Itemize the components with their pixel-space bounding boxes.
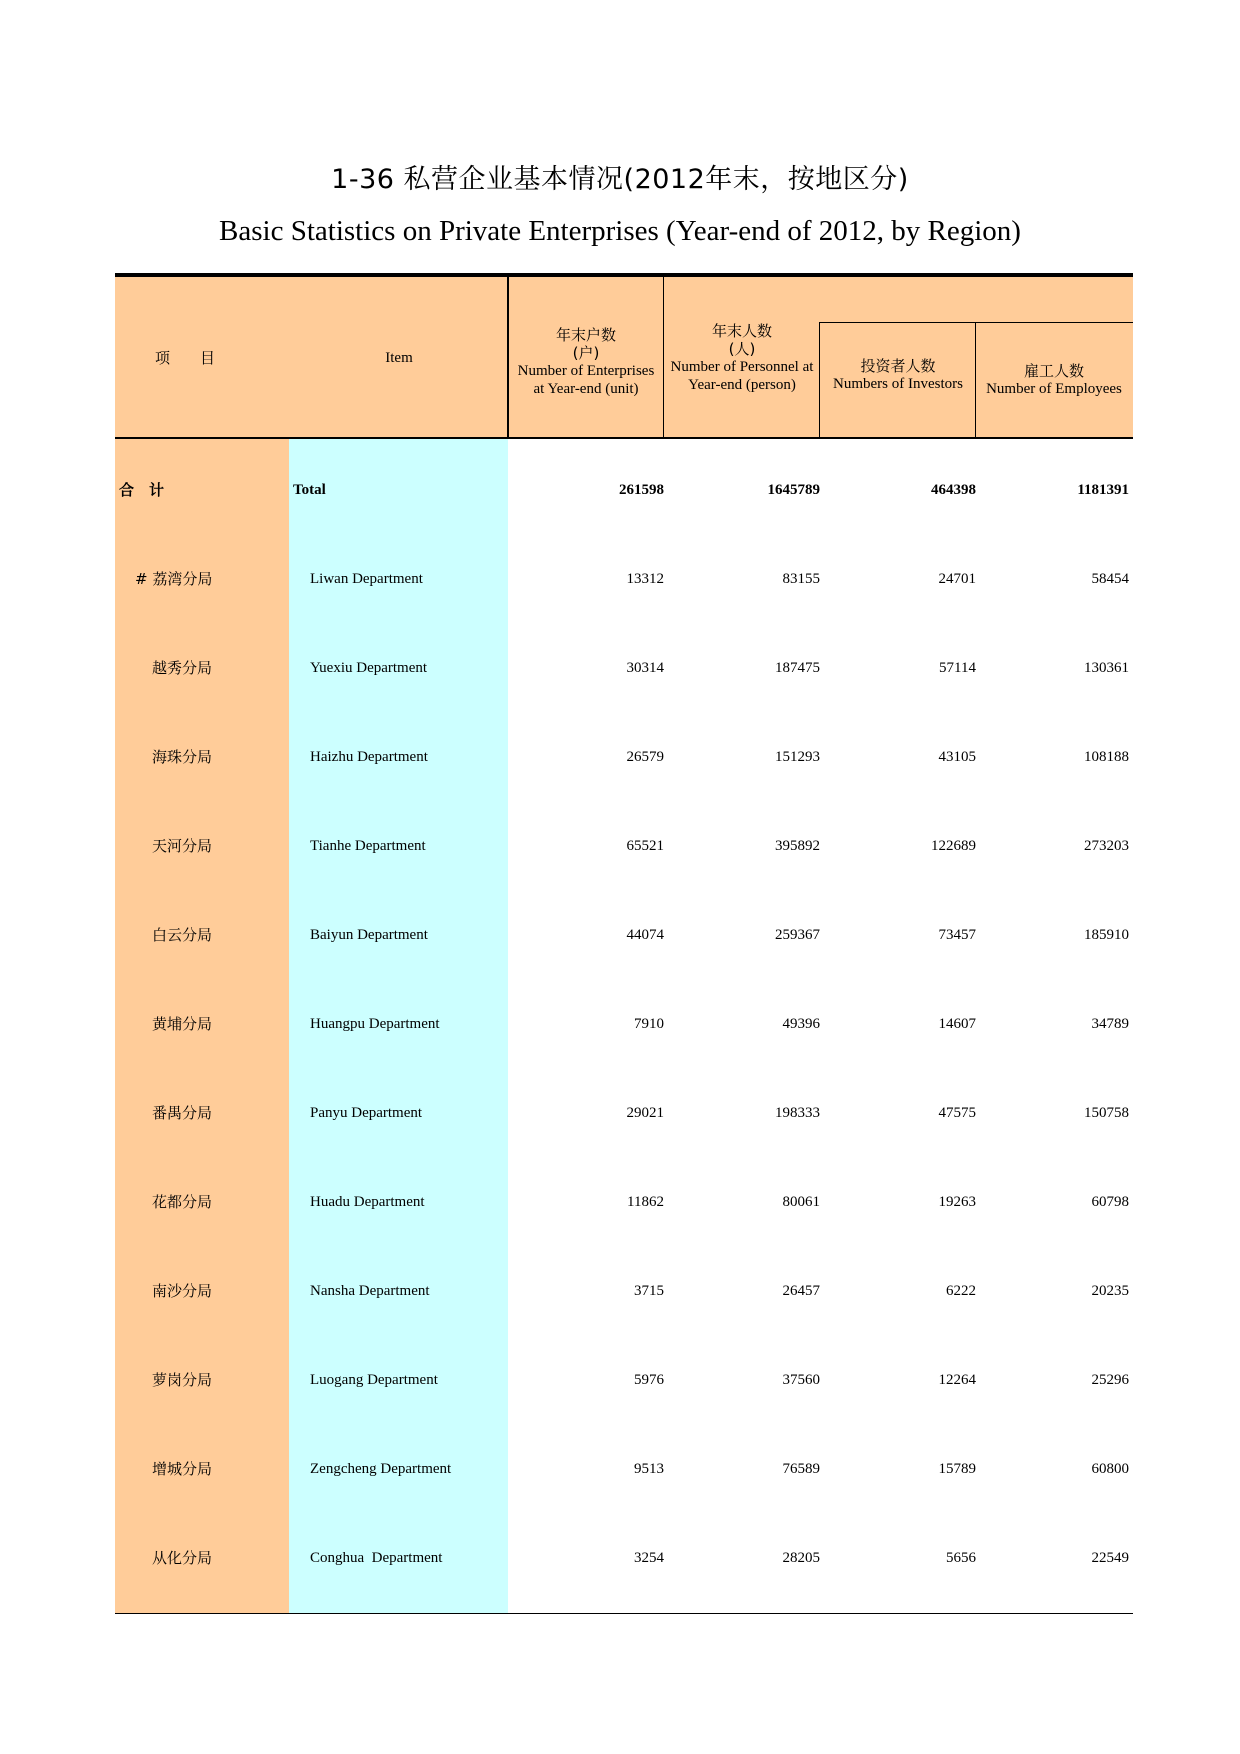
investors-cell: 464398 <box>931 482 976 498</box>
header-divider <box>975 322 976 438</box>
header-item-en: Item <box>385 349 413 366</box>
row-label-cn: # 荔湾分局 <box>135 570 213 588</box>
enterprises-cell: 29021 <box>626 1105 664 1121</box>
personnel-cell: 28205 <box>782 1550 820 1566</box>
row-label-en: Huadu Department <box>310 1194 425 1210</box>
table-row <box>115 1425 1133 1514</box>
personnel-cell: 26457 <box>782 1283 820 1299</box>
enterprises-cell: 26579 <box>626 749 664 765</box>
employees-cell: 25296 <box>1091 1372 1129 1388</box>
row-label-cn: 合 计 <box>119 481 165 499</box>
enterprises-cell: 3715 <box>634 1283 664 1299</box>
row-label-cn: 越秀分局 <box>152 659 213 677</box>
table-row <box>115 535 1133 624</box>
personnel-cell: 49396 <box>782 1016 820 1032</box>
personnel-cell: 37560 <box>782 1372 820 1388</box>
table-row <box>115 1247 1133 1336</box>
row-label-en: Conghua Department <box>310 1550 443 1566</box>
header-divider <box>507 277 509 438</box>
investors-cell: 15789 <box>938 1461 976 1477</box>
table-row <box>115 713 1133 802</box>
header-divider <box>819 322 1133 323</box>
row-label-en: Huangpu Department <box>310 1016 440 1032</box>
row-label-en: Tianhe Department <box>310 838 426 854</box>
row-label-en: Luogang Department <box>310 1372 438 1388</box>
table-row <box>115 1158 1133 1247</box>
row-label-cn: 海珠分局 <box>152 748 213 766</box>
investors-cell: 19263 <box>938 1194 976 1210</box>
enterprises-cell: 7910 <box>634 1016 664 1032</box>
personnel-cell: 80061 <box>782 1194 820 1210</box>
employees-cell: 60798 <box>1091 1194 1129 1210</box>
row-label-cn: 花都分局 <box>152 1193 213 1211</box>
row-label-en: Yuexiu Department <box>310 660 428 676</box>
row-label-cn: 天河分局 <box>152 837 213 855</box>
row-label-cn: 从化分局 <box>152 1549 213 1567</box>
enterprises-cell: 30314 <box>626 660 664 676</box>
page-title-cn: 1-36 私营企业基本情况(2012年末，按地区分) <box>331 164 909 195</box>
enterprises-cell: 65521 <box>626 838 664 854</box>
employees-cell: 150758 <box>1084 1105 1129 1121</box>
header-divider <box>819 322 820 438</box>
employees-cell: 60800 <box>1091 1461 1129 1477</box>
row-label-en: Total <box>293 482 326 498</box>
employees-cell: 58454 <box>1091 571 1129 587</box>
enterprises-cell: 5976 <box>634 1372 664 1388</box>
personnel-cell: 395892 <box>775 838 820 854</box>
table-row <box>115 446 1133 535</box>
table-row <box>115 891 1133 980</box>
investors-cell: 73457 <box>938 927 976 943</box>
header-enterprises: 年末户数 (户) Number of Enterprises at Year-end (unit) <box>517 326 655 397</box>
table-row <box>115 1069 1133 1158</box>
enterprises-cell: 11862 <box>627 1194 664 1210</box>
enterprises-cell: 9513 <box>634 1461 664 1477</box>
employees-cell: 108188 <box>1084 749 1129 765</box>
row-label-cn: 萝岗分局 <box>152 1371 213 1389</box>
page-title-en: Basic Statistics on Private Enterprises (Year-end of 2012, by Region) <box>219 215 1021 247</box>
table-row <box>115 802 1133 891</box>
investors-cell: 57114 <box>939 660 976 676</box>
investors-cell: 43105 <box>938 749 976 765</box>
investors-cell: 47575 <box>938 1105 976 1121</box>
row-label-cn: 黄埔分局 <box>152 1015 213 1033</box>
personnel-cell: 83155 <box>782 571 820 587</box>
header-investors: 投资者人数 Numbers of Investors <box>833 357 963 392</box>
table-row <box>115 1336 1133 1425</box>
table-row <box>115 624 1133 713</box>
investors-cell: 6222 <box>946 1283 976 1299</box>
investors-cell: 12264 <box>938 1372 976 1388</box>
row-label-cn: 增城分局 <box>152 1460 213 1478</box>
row-label-en: Liwan Department <box>310 571 423 587</box>
row-label-en: Baiyun Department <box>310 927 428 943</box>
row-label-en: Panyu Department <box>310 1105 423 1121</box>
investors-cell: 5656 <box>946 1550 976 1566</box>
personnel-cell: 76589 <box>782 1461 820 1477</box>
row-label-cn: 番禺分局 <box>152 1104 213 1122</box>
row-label-en: Haizhu Department <box>310 749 428 765</box>
investors-cell: 24701 <box>938 571 976 587</box>
employees-cell: 22549 <box>1091 1550 1129 1566</box>
personnel-cell: 187475 <box>775 660 820 676</box>
personnel-cell: 1645789 <box>767 482 820 498</box>
row-label-cn: 白云分局 <box>152 926 213 944</box>
investors-cell: 122689 <box>931 838 976 854</box>
table-bottom-rule <box>115 1613 1133 1614</box>
employees-cell: 34789 <box>1091 1016 1129 1032</box>
employees-cell: 273203 <box>1084 838 1129 854</box>
enterprises-cell: 261598 <box>619 482 664 498</box>
header-personnel: 年末人数 (人) Number of Personnel at Year-end (person) <box>670 322 814 393</box>
personnel-cell: 198333 <box>775 1105 820 1121</box>
personnel-cell: 259367 <box>775 927 820 943</box>
row-label-cn: 南沙分局 <box>152 1282 213 1300</box>
row-label-en: Nansha Department <box>310 1283 430 1299</box>
table-row <box>115 1514 1133 1603</box>
table-row <box>115 980 1133 1069</box>
employees-cell: 20235 <box>1091 1283 1129 1299</box>
header-item-cn: 项 目 <box>154 348 215 367</box>
personnel-cell: 151293 <box>775 749 820 765</box>
row-label-en: Zengcheng Department <box>310 1461 452 1477</box>
employees-cell: 1181391 <box>1077 482 1129 498</box>
employees-cell: 185910 <box>1084 927 1129 943</box>
enterprises-cell: 44074 <box>626 927 664 943</box>
header-divider <box>663 277 664 438</box>
enterprises-cell: 13312 <box>626 571 664 587</box>
employees-cell: 130361 <box>1084 660 1129 676</box>
header-employees: 雇工人数 Number of Employees <box>986 362 1122 397</box>
enterprises-cell: 3254 <box>634 1550 664 1566</box>
investors-cell: 14607 <box>938 1016 976 1032</box>
